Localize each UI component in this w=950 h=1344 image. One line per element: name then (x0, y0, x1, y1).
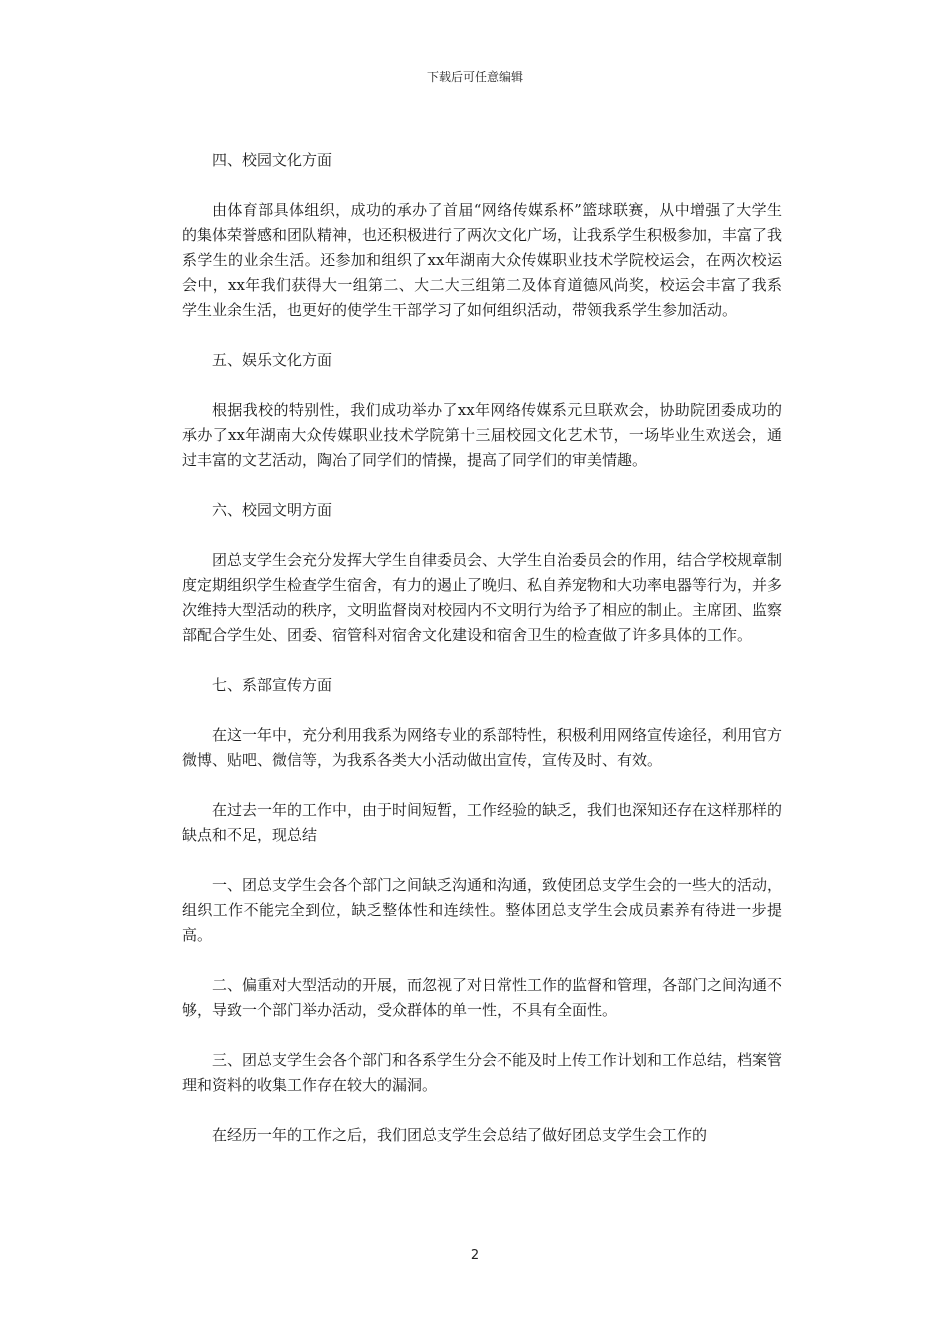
section-heading-entertainment: 五、娱乐文化方面 (212, 351, 333, 369)
section-heading-campus-culture: 四、校园文化方面 (212, 151, 333, 169)
paragraph-entertainment-events: 根据我校的特别性，我们成功举办了xx年网络传媒系元旦联欢会，协助院团委成功的承办了xx年湖南大众传媒职业技术学院第十三届校园文化艺术节，一场毕业生欢送会，通过丰富的文艺活动，陶冶了同学们的情操，提高了同学们的审美情趣。 (182, 401, 782, 469)
section-heading-civilization: 六、校园文明方面 (212, 501, 333, 519)
page-header: 下载后可任意编辑 (426, 70, 523, 84)
paragraph-shortcoming-one: 一、团总支学生会各个部门之间缺乏沟通和沟通，致使团总支学生会的一些大的活动，组织工作不能完全到位，缺乏整体性和连续性。整体团总支学生会成员素养有待进一步提高。 (182, 876, 783, 944)
paragraph-shortcomings-intro: 在过去一年的工作中，由于时间短暂，工作经验的缺乏，我们也深知还存在这样那样的缺点和不足，现总结 (182, 801, 783, 844)
paragraph-civilization-work: 团总支学生会充分发挥大学生自律委员会、大学生自治委员会的作用，结合学校规章制度定期组织学生检查学生宿舍，有力的遏止了晚归、私自养宠物和大功率电器等行为，并多次维持大型活动的秩序，文明监督岗对校园内不文明行为给予了相应的制止。主席团、监察部配合学生处、团委、宿管科对宿舍文化建设和宿舍卫生的检查做了许多具体的工作。 (182, 551, 783, 644)
document-body (182, 148, 782, 1173)
page-number: 2 (470, 1248, 480, 1263)
paragraph-publicity-work: 在这一年中，充分利用我系为网络专业的系部特性，积极利用网络宣传途径，利用官方微博、贴吧、微信等，为我系各类大小活动做出宣传，宣传及时、有效。 (182, 726, 783, 769)
paragraph-shortcoming-three: 三、团总支学生会各个部门和各系学生分会不能及时上传工作计划和工作总结，档案管理和资料的收集工作存在较大的漏洞。 (182, 1051, 783, 1094)
paragraph-shortcoming-two: 二、偏重对大型活动的开展，而忽视了对日常性工作的监督和管理，各部门之间沟通不够，导致一个部门举办活动，受众群体的单一性，不具有全面性。 (182, 976, 783, 1019)
paragraph-conclusion-start: 在经历一年的工作之后，我们团总支学生会总结了做好团总支学生会工作的 (212, 1126, 708, 1144)
section-heading-publicity: 七、系部宣传方面 (212, 676, 333, 694)
paragraph-sports-activities: 由体育部具体组织，成功的承办了首届“网络传媒系杯”篮球联赛，从中增强了大学生的集体荣誉感和团队精神，也还积极进行了两次文化广场，让我系学生积极参加，丰富了我系学生的业余生活。还参加和组织了xx年湖南大众传媒职业技术学院校运会，在两次校运会中，xx年我们获得大一组第二、大二大三组第二及体育道德风尚奖，校运会丰富了我系学生业余生活，也更好的使学生干部学习了如何组织活动，带领我系学生参加活动。 (182, 201, 783, 319)
